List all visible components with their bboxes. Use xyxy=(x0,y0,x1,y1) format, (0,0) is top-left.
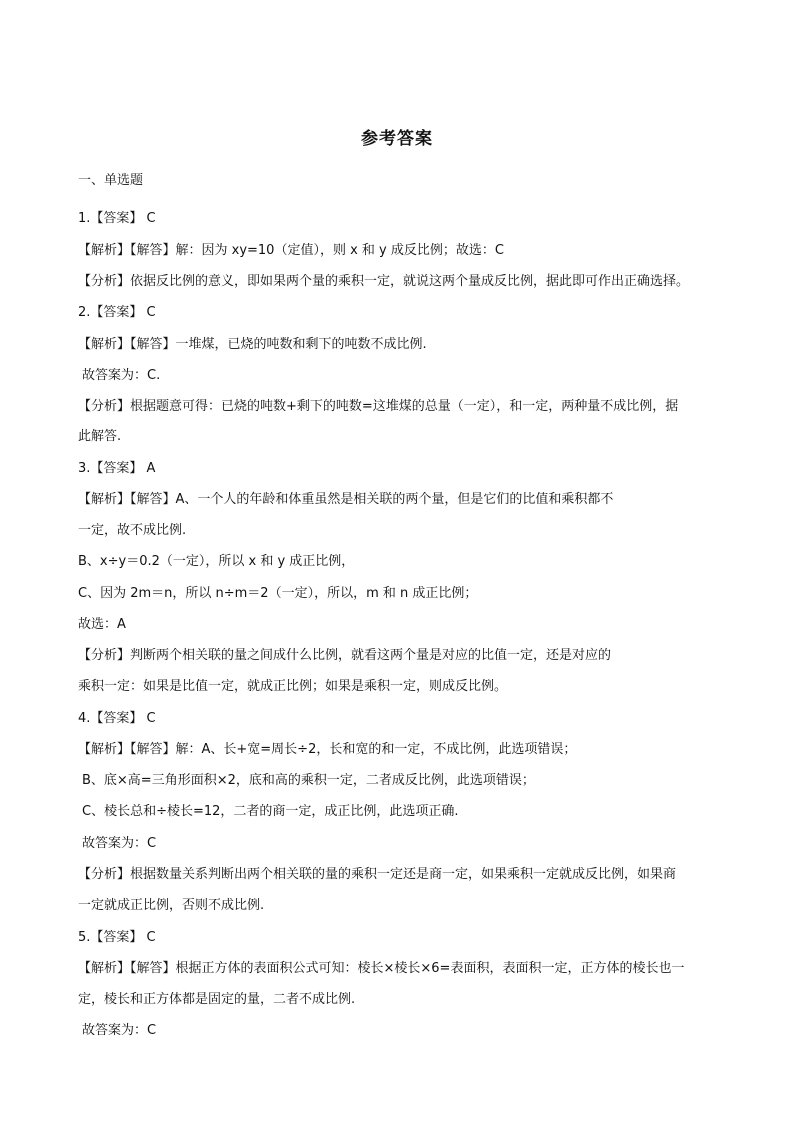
option-b-line-3: B、x÷y＝0.2（一定），所以 x 和 y 成正比例， xyxy=(78,554,355,569)
analysis-line-2: 【解析】【解答】一堆煤，已烧的吨数和剩下的吨数不成比例. xyxy=(78,337,427,352)
conclusion-line-3: 故选：A xyxy=(78,617,126,632)
conclusion-line-5: 故答案为：C xyxy=(82,1023,157,1038)
reasoning-line-3a: 【分析】判断两个相关联的量之间成什么比例，就看这两个量是对应的比值一定，还是对应的 xyxy=(78,648,612,663)
answer-line-3: 3.【答案】 A xyxy=(78,461,156,476)
page-title: 参考答案 xyxy=(361,129,433,149)
reasoning-line-4b: 一定就成正比例，否则不成比例. xyxy=(78,898,265,913)
conclusion-line-2: 故答案为：C. xyxy=(82,368,161,383)
answer-line-1: 1.【答案】 C xyxy=(78,211,156,226)
analysis-line-1: 【解析】【解答】解：因为 xy=10（定值），则 x 和 y 成反比例；故选：C xyxy=(78,243,504,258)
analysis-line-4b: B、底×高=三角形面积×2，底和高的乘积一定，二者成反比例，此选项错误； xyxy=(82,773,535,788)
conclusion-line-4: 故答案为：C xyxy=(82,836,157,851)
analysis-line-4a: 【解析】【解答】解：A、长+宽=周长÷2，长和宽的和一定，不成比例，此选项错误； xyxy=(78,742,577,757)
answer-line-5: 5.【答案】 C xyxy=(78,930,156,945)
analysis-line-3a: 【解析】【解答】A、一个人的年龄和体重虽然是相关联的两个量，但是它们的比值和乘积都不 xyxy=(78,492,614,507)
answer-line-4: 4.【答案】 C xyxy=(78,711,156,726)
option-c-line-3: C、因为 2m＝n，所以 n÷m＝2（一定），所以，m 和 n 成正比例； xyxy=(78,586,478,601)
reasoning-line-2a: 【分析】根据题意可得：已烧的吨数+剩下的吨数=这堆煤的总量（一定），和一定，两种量不成比例，据 xyxy=(78,399,679,414)
analysis-line-3b: 一定，故不成比例. xyxy=(78,523,187,538)
analysis-line-5b: 定，棱长和正方体都是固定的量，二者不成比例. xyxy=(78,992,356,1007)
analysis-line-4c: C、棱长总和÷棱长=12，二者的商一定，成正比例，此选项正确. xyxy=(82,804,459,819)
section-heading: 一、单选题 xyxy=(78,173,144,188)
reasoning-line-4a: 【分析】根据数量关系判断出两个相关联的量的乘积一定还是商一定，如果乘积一定就成反比例，如果商 xyxy=(78,867,677,882)
analysis-line-5a: 【解析】【解答】根据正方体的表面积公式可知：棱长×棱长×6=表面积，表面积一定，正方体的棱长也一 xyxy=(78,961,685,976)
answer-line-2: 2.【答案】 C xyxy=(78,305,156,320)
reasoning-line-3b: 乘积一定：如果是比值一定，就成正比例；如果是乘积一定，则成反比例。 xyxy=(78,679,508,694)
reasoning-line-2b: 此解答. xyxy=(78,429,122,444)
reasoning-line-1: 【分析】依据反比例的意义，即如果两个量的乘积一定，就说这两个量成反比例，据此即可作出正确选择。 xyxy=(78,274,690,289)
